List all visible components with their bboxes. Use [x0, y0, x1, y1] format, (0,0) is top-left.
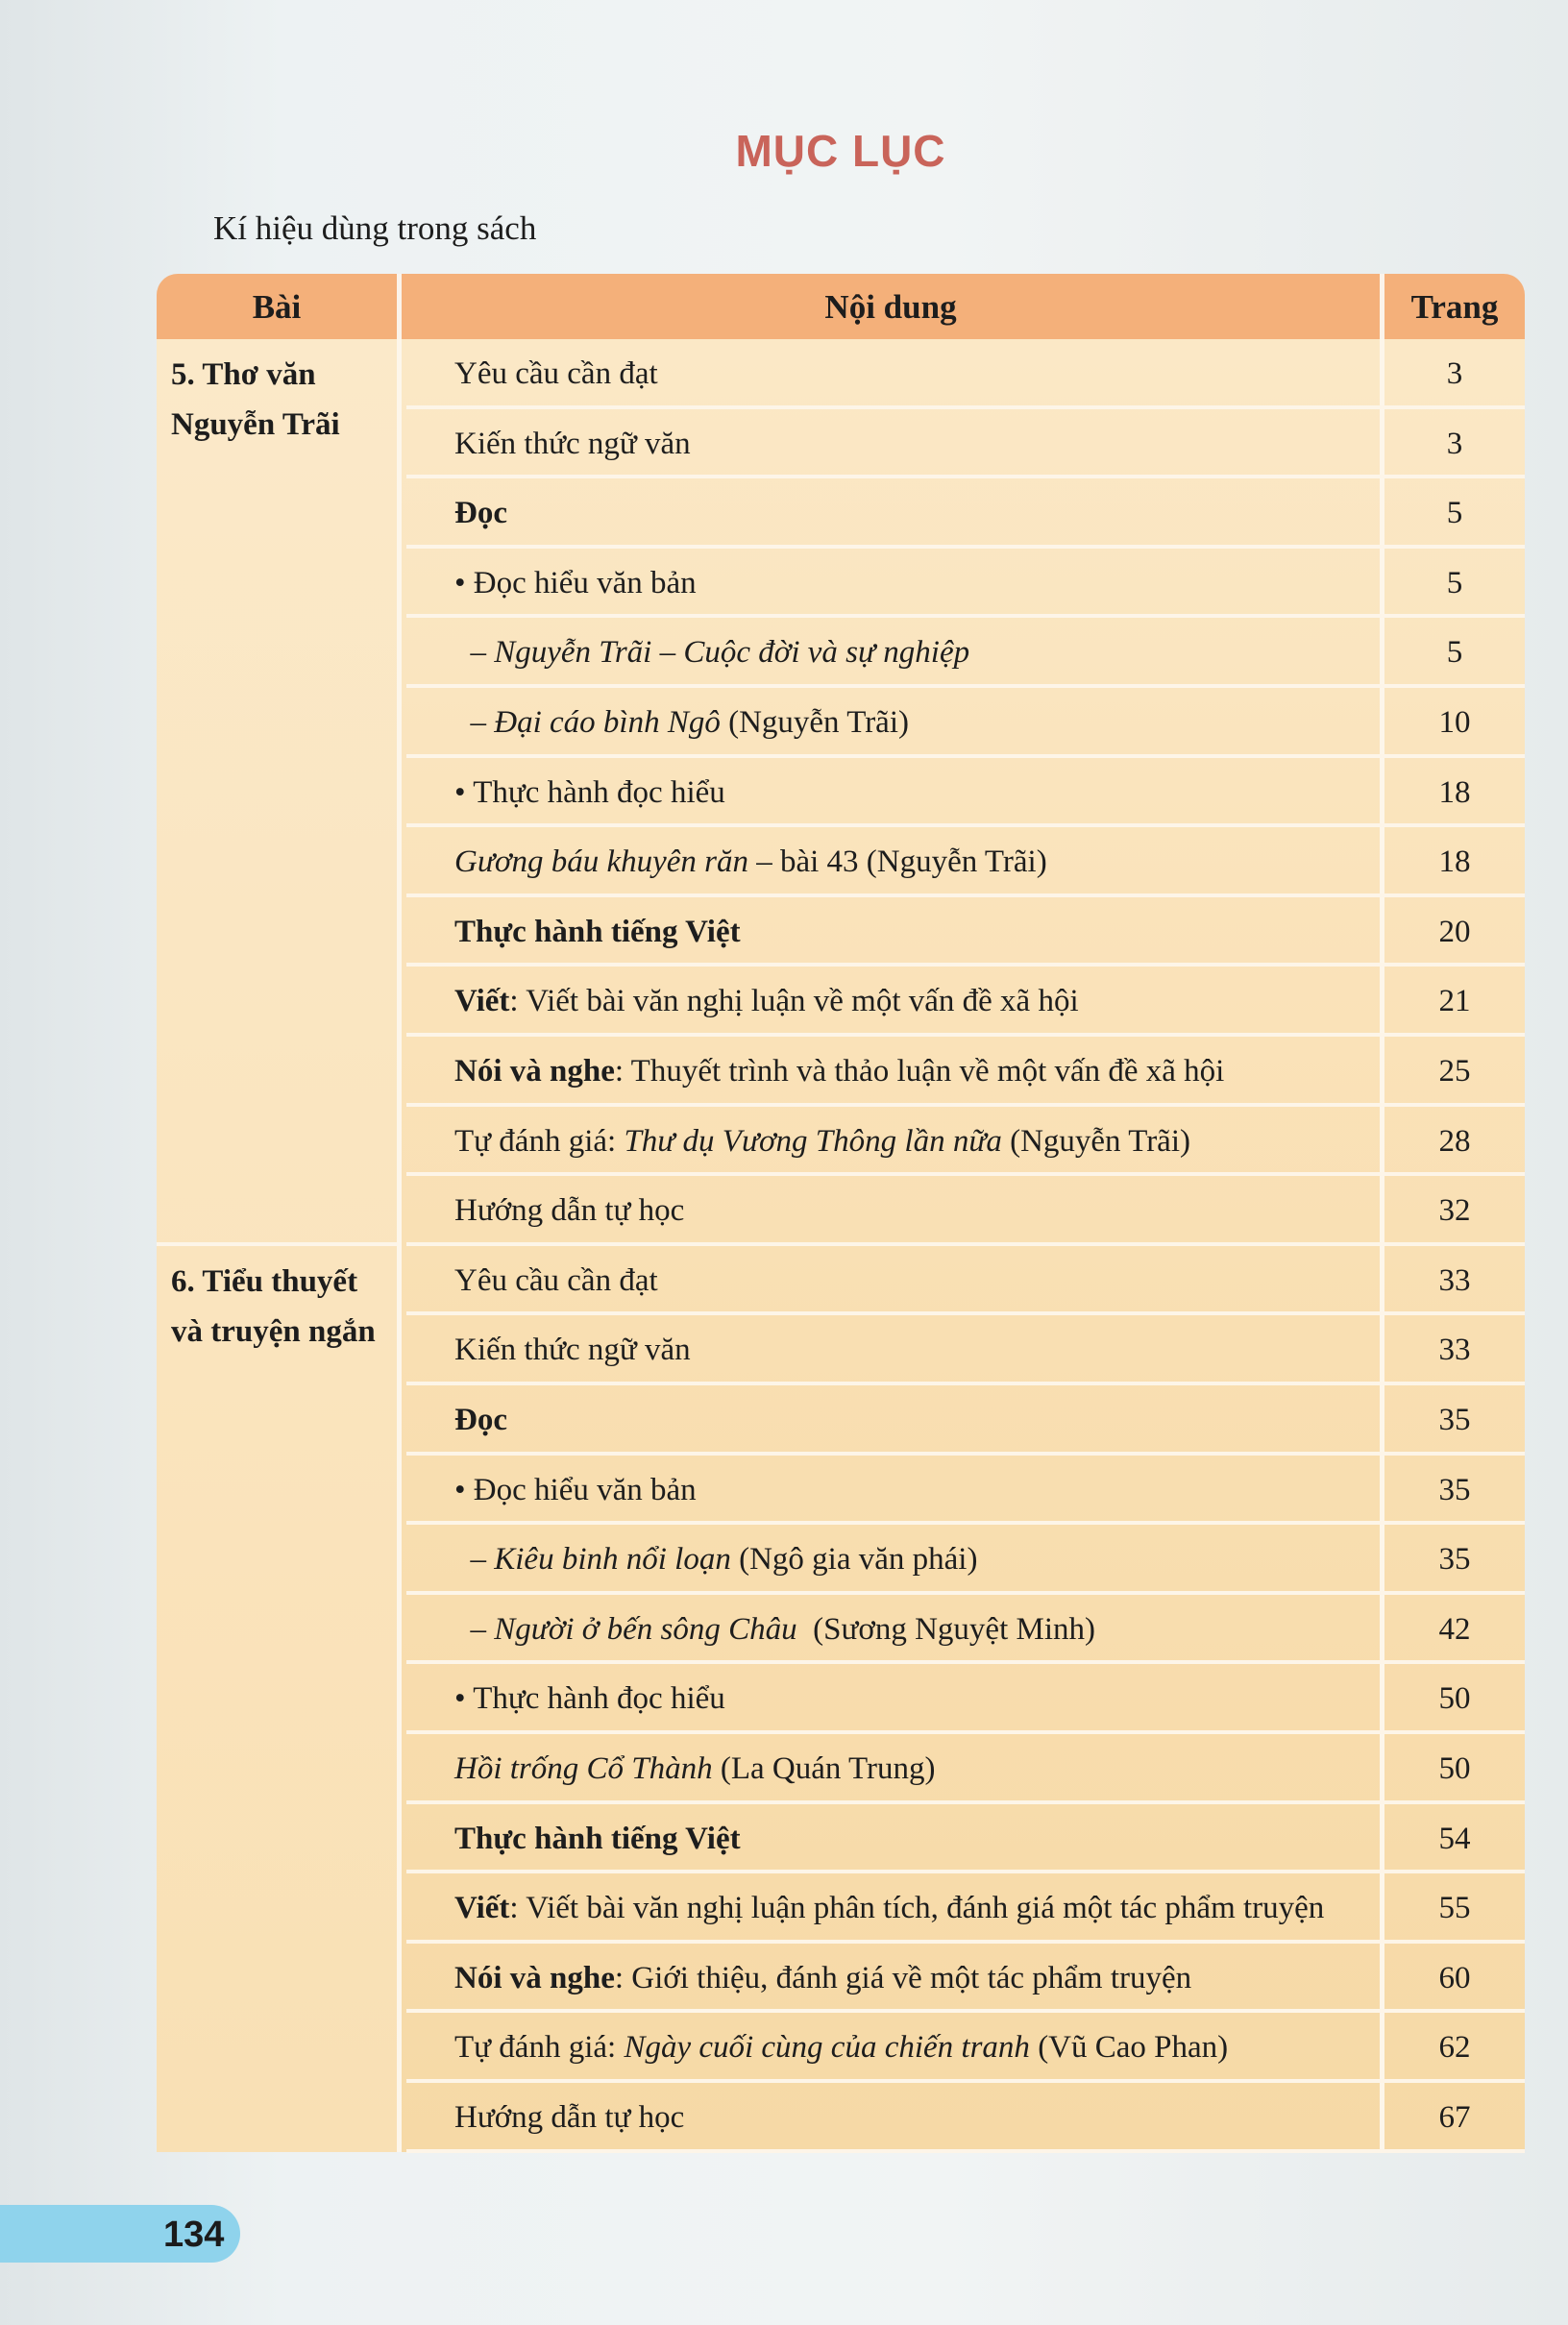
header-content: Nội dung	[824, 288, 957, 326]
toc-entry: Kiến thức ngữ văn	[454, 426, 691, 461]
toc-page-number: 18	[1438, 844, 1471, 880]
toc-page-number: 62	[1438, 2030, 1471, 2066]
toc-page-number: 5	[1446, 496, 1463, 531]
toc-page-number: 25	[1438, 1054, 1471, 1089]
toc-entry: – Kiêu binh nổi loạn (Ngô gia văn phái)	[454, 1542, 978, 1578]
toc-row[interactable]	[406, 758, 1525, 828]
toc-page-number: 55	[1438, 1891, 1471, 1926]
lesson-divider	[157, 1242, 397, 1246]
toc-entry: Đọc	[454, 1403, 507, 1437]
page-number: 134	[163, 2215, 225, 2255]
toc-page-number: 21	[1438, 984, 1471, 1019]
toc-entry: – Đại cáo bình Ngô (Nguyễn Trãi)	[454, 705, 909, 740]
toc-row[interactable]	[406, 1944, 1525, 2014]
toc-page-number: 35	[1438, 1403, 1471, 1437]
lesson-title: 6. Tiểu thuyết	[171, 1263, 358, 1299]
toc-row[interactable]	[406, 339, 1525, 409]
toc-page-number: 67	[1438, 2100, 1471, 2135]
toc-row[interactable]	[406, 2083, 1525, 2153]
table-of-contents	[157, 274, 1525, 2152]
table-body	[157, 339, 1525, 2152]
toc-entry: Thực hành tiếng Việt	[454, 1821, 741, 1856]
toc-entry: Nói và nghe: Giới thiệu, đánh giá về một tác phẩm truyện	[454, 1960, 1192, 1995]
toc-row[interactable]	[406, 2013, 1525, 2083]
toc-row[interactable]	[406, 1456, 1525, 1526]
toc-row[interactable]	[406, 1315, 1525, 1385]
toc-entry: • Đọc hiểu văn bản	[454, 1472, 697, 1507]
toc-entry: Gương báu khuyên răn – bài 43 (Nguyễn Trãi)	[454, 844, 1047, 880]
symbols-note: Kí hiệu dùng trong sách	[213, 209, 537, 247]
toc-page-number: 18	[1438, 774, 1471, 810]
toc-page-number: 5	[1446, 565, 1463, 600]
toc-page-number: 5	[1446, 635, 1463, 671]
header-page: Trang	[1410, 288, 1499, 326]
toc-entry: Hướng dẫn tự học	[454, 1193, 685, 1229]
toc-row[interactable]	[406, 967, 1525, 1037]
toc-entry: Hồi trống Cổ Thành (La Quán Trung)	[454, 1751, 936, 1786]
toc-entry: Hướng dẫn tự học	[454, 2100, 685, 2135]
toc-page-number: 3	[1446, 426, 1463, 461]
toc-entry: Viết: Viết bài văn nghị luận về một vấn đề xã hội	[454, 984, 1079, 1019]
lesson-title: Nguyễn Trãi	[171, 407, 340, 442]
toc-entry: • Thực hành đọc hiểu	[454, 774, 725, 810]
toc-page-number: 35	[1438, 1472, 1471, 1507]
toc-page-number: 50	[1438, 1751, 1471, 1786]
toc-entry: Nói và nghe: Thuyết trình và thảo luận về một vấn đề xã hội	[454, 1054, 1225, 1089]
toc-page-number: 32	[1438, 1193, 1471, 1229]
toc-row[interactable]	[406, 897, 1525, 967]
toc-row[interactable]	[406, 1595, 1525, 1665]
toc-page-number: 20	[1438, 914, 1471, 949]
toc-page-number: 33	[1438, 1262, 1471, 1298]
toc-row[interactable]	[406, 549, 1525, 619]
toc-entry: Viết: Viết bài văn nghị luận phân tích, đánh giá một tác phẩm truyện	[454, 1891, 1325, 1926]
toc-row[interactable]	[406, 1176, 1525, 1246]
row-divider	[406, 2149, 1525, 2153]
toc-page-number: 54	[1438, 1821, 1471, 1856]
toc-page-number: 3	[1446, 356, 1463, 391]
toc-row[interactable]	[406, 1385, 1525, 1456]
page-title: MỤC LỤC	[735, 126, 946, 176]
toc-row[interactable]	[406, 478, 1525, 549]
toc-page-number: 28	[1438, 1123, 1471, 1159]
toc-row[interactable]	[406, 1246, 1525, 1316]
toc-entry: • Thực hành đọc hiểu	[454, 1681, 725, 1717]
toc-entry: Đọc	[454, 496, 507, 531]
toc-row[interactable]	[406, 1804, 1525, 1874]
toc-page-number: 33	[1438, 1333, 1471, 1368]
toc-page-number: 42	[1438, 1611, 1471, 1647]
toc-page-number: 50	[1438, 1681, 1471, 1717]
toc-row[interactable]	[406, 1664, 1525, 1734]
header-lesson: Bài	[252, 288, 302, 326]
toc-row[interactable]	[406, 409, 1525, 479]
table-header	[157, 274, 1525, 339]
lesson-title: 5. Thơ văn	[171, 357, 316, 392]
toc-row[interactable]	[406, 827, 1525, 897]
toc-page-number: 35	[1438, 1542, 1471, 1578]
toc-row[interactable]	[406, 618, 1525, 688]
toc-entry: – Nguyễn Trãi – Cuộc đời và sự nghiệp	[454, 635, 970, 671]
toc-row[interactable]	[406, 1873, 1525, 1944]
toc-row[interactable]	[406, 1734, 1525, 1804]
toc-entry: • Đọc hiểu văn bản	[454, 565, 697, 600]
toc-row[interactable]	[406, 1037, 1525, 1107]
toc-entry: Tự đánh giá: Ngày cuối cùng của chiến tranh (Vũ Cao Phan)	[454, 2030, 1229, 2066]
toc-entry: Yêu cầu cần đạt	[454, 1262, 658, 1298]
toc-page-number: 60	[1438, 1960, 1471, 1995]
toc-entry: Thực hành tiếng Việt	[454, 914, 741, 949]
toc-row[interactable]	[406, 688, 1525, 758]
lesson-title: và truyện ngắn	[171, 1313, 376, 1349]
toc-entry: Kiến thức ngữ văn	[454, 1333, 691, 1368]
toc-entry: Yêu cầu cần đạt	[454, 356, 658, 391]
toc-entry: Tự đánh giá: Thư dụ Vương Thông lần nữa (Nguyễn Trãi)	[454, 1123, 1190, 1159]
toc-page-number: 10	[1438, 705, 1471, 740]
toc-entry: – Người ở bến sông Châu (Sương Nguyệt Minh)	[454, 1611, 1095, 1647]
toc-row[interactable]	[406, 1525, 1525, 1595]
toc-row[interactable]	[406, 1107, 1525, 1177]
